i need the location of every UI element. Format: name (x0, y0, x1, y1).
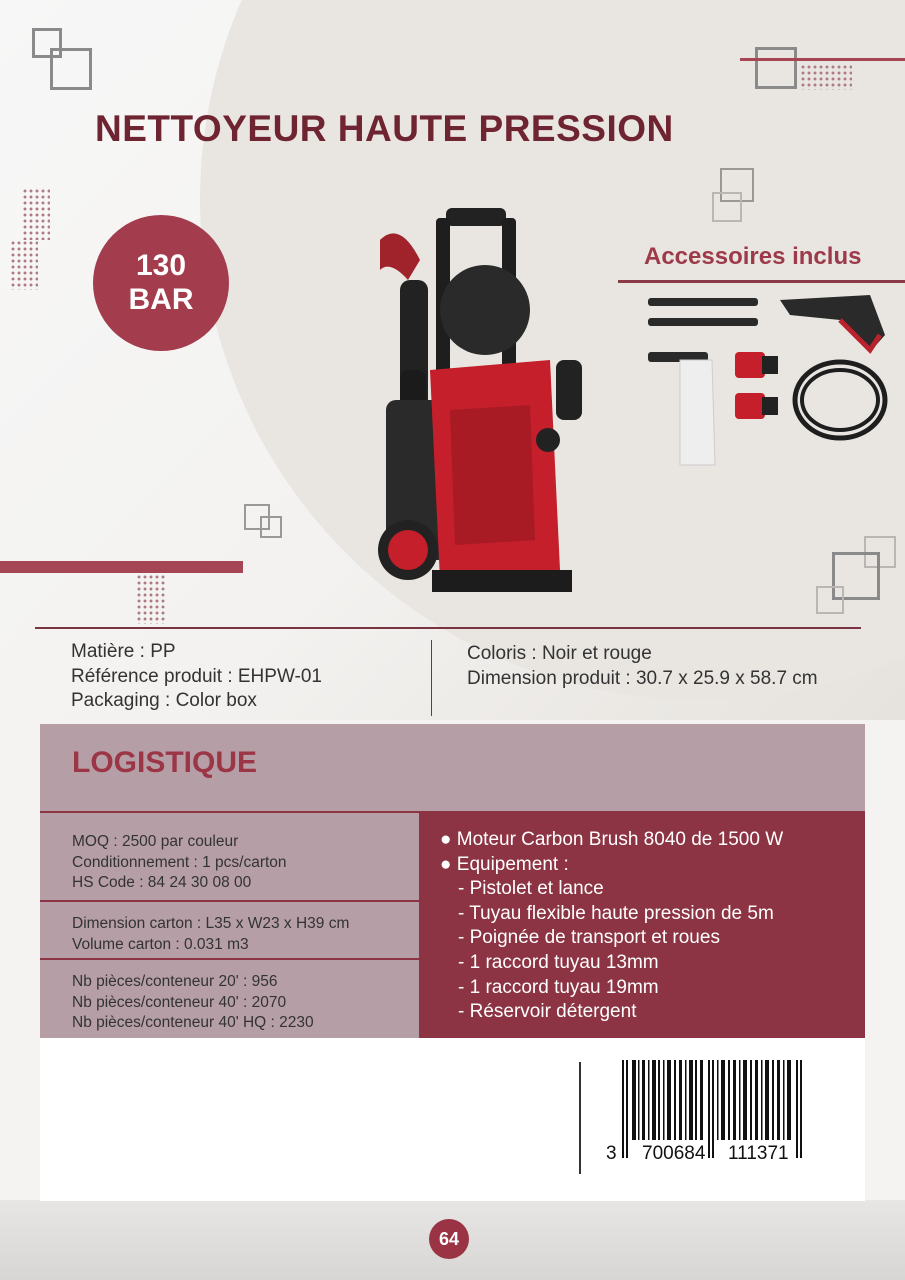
deco-dots (800, 64, 852, 90)
deco-square (712, 192, 742, 222)
barcode-digits-right: 111371 (728, 1143, 789, 1164)
specs-left (71, 640, 322, 714)
feature-subitem: - Tuyau flexible haute pression de 5m (458, 902, 774, 924)
feature-bullet: ● Equipement : (440, 853, 569, 875)
spec-packaging: Packaging : Color box (71, 690, 257, 711)
feature-subitem: - 1 raccord tuyau 13mm (458, 951, 659, 973)
feature-subitem: - Pistolet et lance (458, 878, 604, 900)
deco-line (740, 58, 905, 61)
specs-divider (35, 627, 861, 629)
logistics-carton-volume: Volume carton : 0.031 m3 (72, 935, 249, 953)
spec-material: Matière : PP (71, 641, 176, 662)
feature-subitem: - Réservoir détergent (458, 1001, 637, 1023)
page-number: 64 (429, 1219, 469, 1259)
logistics-carton-dimension: Dimension carton : L35 x W23 x H39 cm (72, 915, 350, 932)
spec-colors: Coloris : Noir et rouge (467, 643, 652, 664)
specs-right (467, 642, 818, 691)
logistics-moq: MOQ : 2500 par couleur (72, 833, 239, 850)
accessories-title: Accessoires inclus (644, 243, 862, 270)
accessories-underline (618, 280, 905, 283)
feature-subitem: - Poignée de transport et roues (458, 927, 720, 949)
logistics-title: LOGISTIQUE (72, 746, 258, 779)
specs-vertical-divider (431, 640, 432, 716)
deco-dots (10, 240, 38, 290)
spec-dimension: Dimension produit : 30.7 x 25.9 x 58.7 cm (467, 667, 818, 689)
spec-reference: Référence produit : EHPW-01 (71, 665, 322, 687)
deco-square (260, 516, 282, 538)
pressure-unit: BAR (128, 283, 194, 316)
pressure-badge (93, 215, 229, 351)
bullet-icon: ● (440, 829, 457, 850)
deco-red-bar (0, 561, 243, 573)
barcode-separator (579, 1062, 581, 1174)
feature-bullet: ● Moteur Carbon Brush 8040 de 1500 W (440, 829, 784, 850)
features-list (440, 828, 783, 1025)
logistics-container-40hq: Nb pièces/conteneur 40' HQ : 2230 (72, 1014, 314, 1031)
barcode-digits-left: 700684 (642, 1143, 706, 1164)
deco-dots (22, 188, 50, 240)
logistics-block-carton (72, 914, 349, 955)
deco-dots (136, 574, 166, 624)
logistics-hs-code: HS Code : 84 24 30 08 00 (72, 874, 252, 891)
pressure-washer-image (360, 200, 600, 610)
deco-square (755, 47, 797, 89)
logistics-divider (40, 811, 419, 813)
accessories-image (640, 290, 890, 470)
pressure-value: 130 (135, 249, 187, 282)
barcode (600, 1060, 835, 1170)
bullet-icon: ● (440, 853, 457, 875)
logistics-row-divider (40, 958, 419, 960)
logistics-container-40: Nb pièces/conteneur 40' : 2070 (72, 993, 287, 1011)
logistics-row-divider (40, 900, 419, 902)
deco-square (50, 48, 92, 90)
page-title: NETTOYEUR HAUTE PRESSION (95, 108, 674, 149)
logistics-block-container (72, 972, 314, 1034)
logistics-block-moq (72, 832, 287, 894)
logistics-container-20: Nb pièces/conteneur 20' : 956 (72, 973, 278, 990)
deco-square (816, 586, 844, 614)
barcode-digit-prefix: 3 (606, 1143, 617, 1164)
feature-subitem: - 1 raccord tuyau 19mm (458, 976, 659, 998)
logistics-packing: Conditionnement : 1 pcs/carton (72, 853, 287, 871)
